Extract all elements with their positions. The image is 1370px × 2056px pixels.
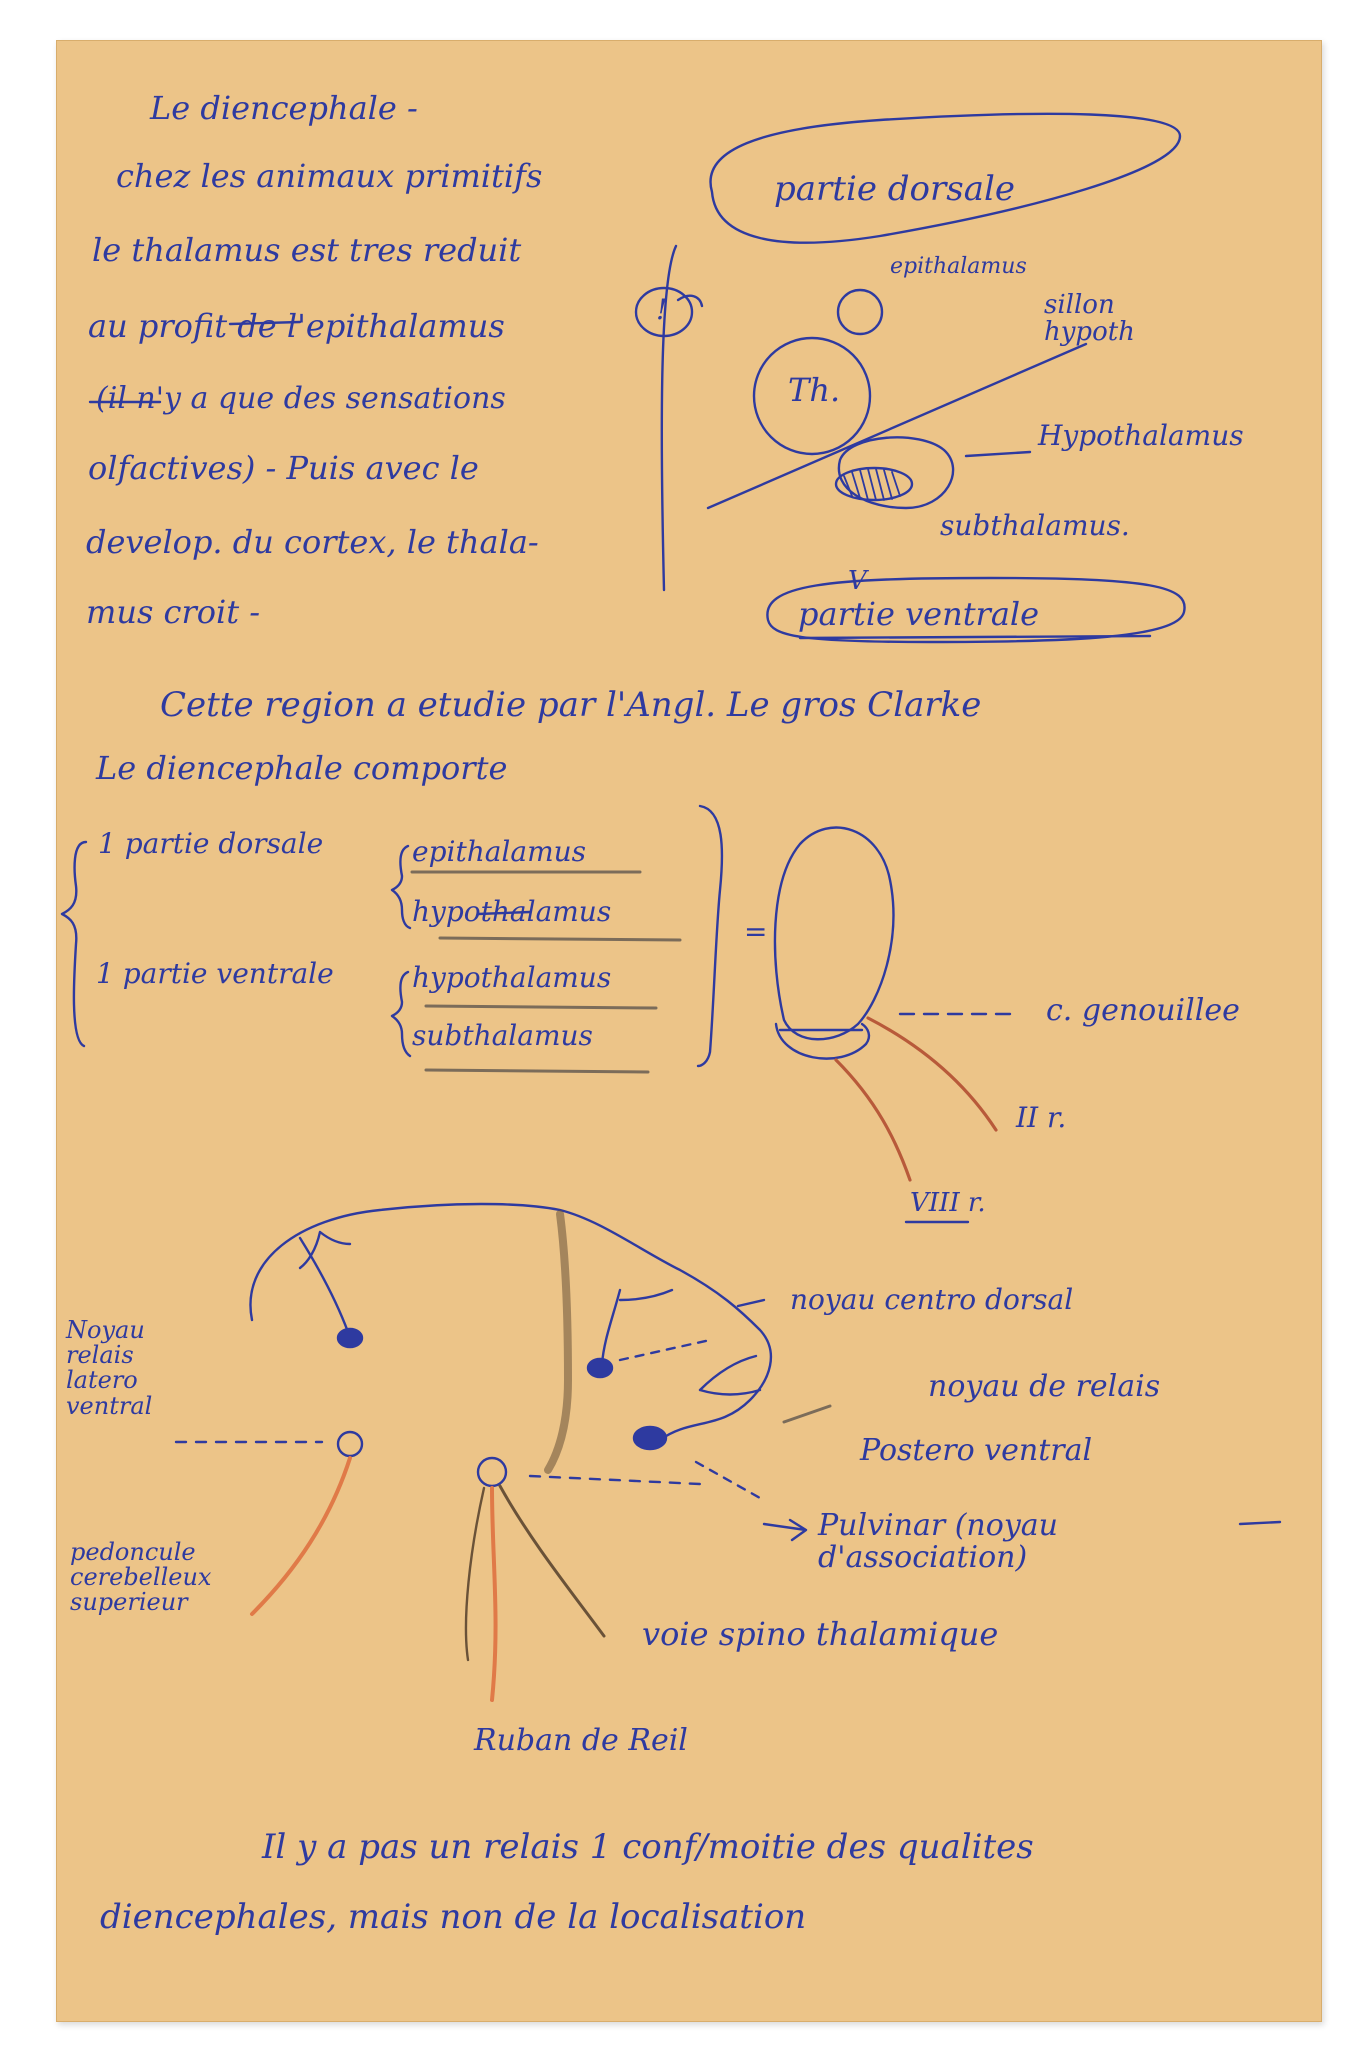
nucleus-dot [588, 1359, 612, 1377]
label-viii-r: VIII r. [910, 1188, 986, 1218]
shaded-column [548, 1214, 568, 1470]
label-iii-r: II r. [1016, 1101, 1067, 1134]
text-line: diencephales, mais non de la localisation [100, 1897, 807, 1937]
label-equals: = [744, 915, 768, 948]
text-line: olfactives) - Puis avec le [88, 449, 479, 487]
pointer-line [966, 452, 1030, 456]
tract-dark [500, 1486, 604, 1636]
nucleus-dot [338, 1329, 362, 1347]
fiber-line [700, 1356, 760, 1395]
text-line: develop. du cortex, le thala- [86, 523, 539, 561]
label-exclamation: ! [656, 293, 668, 326]
list-item-hypothalamus: hypothalamus [412, 961, 612, 994]
dashed-pointer [530, 1476, 700, 1484]
text-line: Il y a pas un relais 1 conf/moitie des qualites [262, 1827, 1034, 1867]
label-postero-ventral: Postero ventral [860, 1433, 1093, 1468]
list-item-dorsal: 1 partie dorsale [98, 827, 324, 860]
list-item-subthalamus: subthalamus [412, 1019, 593, 1052]
label-hypothalamus: Hypothalamus [1038, 419, 1244, 452]
label-voie-spino-thalamique: voie spino thalamique [642, 1615, 999, 1653]
label-partie-dorsale: partie dorsale [774, 169, 1015, 209]
pointer-line [738, 1300, 764, 1306]
ventral-oval [767, 578, 1184, 642]
label-pedoncule: pedoncule cerebelleux superieur [70, 1538, 212, 1617]
text-line: le thalamus est tres reduit [92, 231, 522, 269]
label-pulvinar: Pulvinar (noyau d'association) [818, 1508, 1058, 1575]
side-bracket [662, 246, 676, 590]
arrow-icon [764, 1520, 806, 1540]
label-partie-ventrale: partie ventrale [798, 595, 1040, 633]
nerve-line-red [836, 1060, 910, 1180]
label-ruban-de-reil: Ruban de Reil [474, 1723, 688, 1758]
list-item-epithalamus: epithalamus [412, 835, 587, 868]
text-line: Le diencephale comporte [96, 749, 508, 787]
tract-orange [492, 1488, 496, 1700]
thalamus-outline [250, 1204, 770, 1440]
dashed-pointer [696, 1462, 760, 1498]
heading-diencephale: Le diencephale - [150, 89, 418, 127]
nerve-line-red [868, 1018, 996, 1130]
tract-orange [252, 1458, 350, 1614]
text-line: chez les animaux primitifs [116, 157, 543, 195]
label-noyau-relais: Noyau relais latero ventral [66, 1316, 153, 1420]
dashed-pointer [620, 1340, 710, 1360]
pencil-mark [784, 1406, 830, 1422]
strikeout-mark [1240, 1522, 1280, 1524]
subthalamus-hatching [844, 469, 900, 500]
relay-circle [478, 1458, 506, 1486]
strikeout-mark [478, 912, 530, 914]
text-line: mus croit - [86, 593, 261, 631]
brace-ventral [392, 972, 410, 1056]
list-item-ventral: 1 partie ventrale [96, 957, 334, 990]
fiber-line [602, 1290, 620, 1364]
tract-dark [466, 1488, 484, 1660]
fiber-line [300, 1238, 348, 1332]
label-epithalamus: epithalamus [890, 254, 1027, 279]
label-subthalamus: subthalamus. [940, 509, 1130, 542]
list-item-hypothalamus-struck: hypothalamus [412, 895, 612, 928]
nucleus-dot [634, 1427, 666, 1449]
text-line: au profit de l'epithalamus [88, 307, 505, 345]
left-brace [62, 842, 86, 1046]
dorsal-oval [710, 114, 1180, 243]
strikeout-mark [230, 322, 300, 324]
pencil-underlines [412, 872, 680, 1072]
text-line: (il n'y a que des sensations [96, 381, 506, 416]
geniculate-body [775, 828, 893, 1040]
label-sillon-hypoth: sillon hypoth [1044, 290, 1135, 348]
label-noyau-de-relais: noyau de relais [928, 1369, 1161, 1404]
epithalamus-circle [838, 290, 882, 334]
right-brace [698, 806, 722, 1066]
fiber-line [620, 1290, 672, 1300]
label-c-genouillee: c. genouillee [1046, 993, 1240, 1028]
label-noyau-centro-dorsal: noyau centro dorsal [790, 1283, 1074, 1316]
text-line: Cette region a etudie par l'Angl. Le gros Clarke [160, 685, 982, 725]
thalamus-circle [754, 338, 870, 454]
hypothalamic-sulcus-line [708, 344, 1086, 508]
brace-dorsal [392, 846, 410, 928]
label-v-mark: V [848, 566, 867, 596]
label-thalamus: Th. [788, 371, 841, 409]
relay-circle [338, 1432, 362, 1456]
